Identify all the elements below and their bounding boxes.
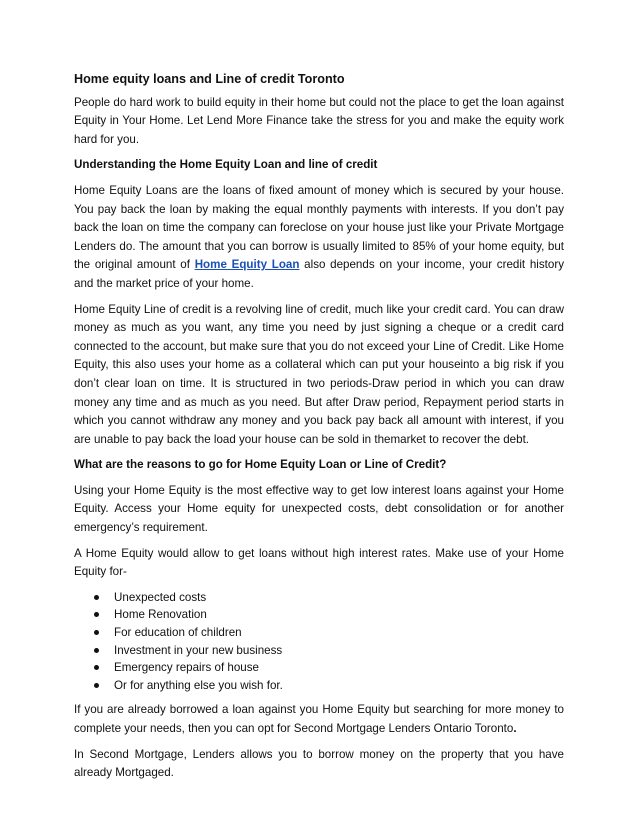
intro-paragraph: People do hard work to build equity in their home but could not the place to get the loan against Equity in Your Home. Let Lend More Finance take the stress for you and make the equity work hard for you.: [74, 95, 564, 146]
uses-list: [74, 589, 564, 695]
section-heading-reasons: What are the reasons to go for Home Equity Loan or Line of Credit?: [74, 458, 447, 472]
reasons-paragraph: Using your Home Equity is the most effective way to get low interest loans against your Home Equity. Access your Home equity for unexpected costs, debt consolidation or for another emergency’s requirement.: [74, 483, 564, 535]
list-item: Unexpected costs: [74, 589, 564, 607]
document-page: [74, 70, 564, 790]
section-heading-understanding: Understanding the Home Equity Loan and line of credit: [74, 158, 378, 172]
paragraph-text: Home Equity Loans are the loans of fixed amount of money which is secured by your house. You pay back the loan by making the equal monthly payments with interests. If you don’t pay back the loan on time the company can foreclose on your house just like your Private Mortgage Lenders do. The amount that you can borrow is usually limited to 85% of your home equity, but the original amount of: [74, 183, 564, 272]
home-equity-loan-link[interactable]: Home Equity Loan: [194, 258, 300, 272]
second-mortgage-paragraph: [74, 701, 564, 738]
paragraph-period: .: [513, 722, 517, 735]
list-item: Or for anything else you wish for.: [74, 677, 564, 695]
paragraph-text: also depends on your income, your credit history and the market price of your home.: [74, 258, 564, 290]
uses-intro-paragraph: A Home Equity would allow to get loans without high interest rates. Make use of your Home Equity for-: [74, 546, 564, 579]
closing-paragraph: In Second Mortgage, Lenders allows you to borrow money on the property that you have already Mortgaged.: [74, 747, 564, 780]
bullet-icon: [94, 630, 99, 635]
bullet-icon: [94, 665, 99, 670]
list-item: Home Renovation: [74, 606, 564, 624]
line-of-credit-paragraph: Home Equity Line of credit is a revolving line of credit, much like your credit card. You can draw money as much as you want, any time you need by just signing a cheque or a credit card connected to the account, but make sure that you do not exceed your Line of Credit. Like Home Equity, this also uses your home as a collateral which can put your houseinto a big risk if you don’t clear loan on time. It is structured in two periods-Draw period in which you can draw money any time and as much as you need. But after Draw period, Repayment period starts in which you cannot withdraw any money and you back pay back all amount with interest, if you are unable to pay back the load your house can be sold in themarket to recover the debt.: [74, 302, 564, 446]
list-item: For education of children: [74, 624, 564, 642]
bullet-icon: [94, 648, 99, 653]
bullet-icon: [94, 612, 99, 617]
bullet-icon: [94, 683, 99, 688]
page-title: Home equity loans and Line of credit Toronto: [74, 72, 345, 86]
list-item: Emergency repairs of house: [74, 659, 564, 677]
paragraph-text: If you are already borrowed a loan against you Home Equity but searching for more money to complete your needs, then you can opt for Second Mortgage Lenders Ontario Toronto: [74, 703, 564, 735]
bullet-icon: [94, 595, 99, 600]
home-equity-loan-paragraph: [74, 182, 564, 294]
list-item: Investment in your new business: [74, 642, 564, 660]
